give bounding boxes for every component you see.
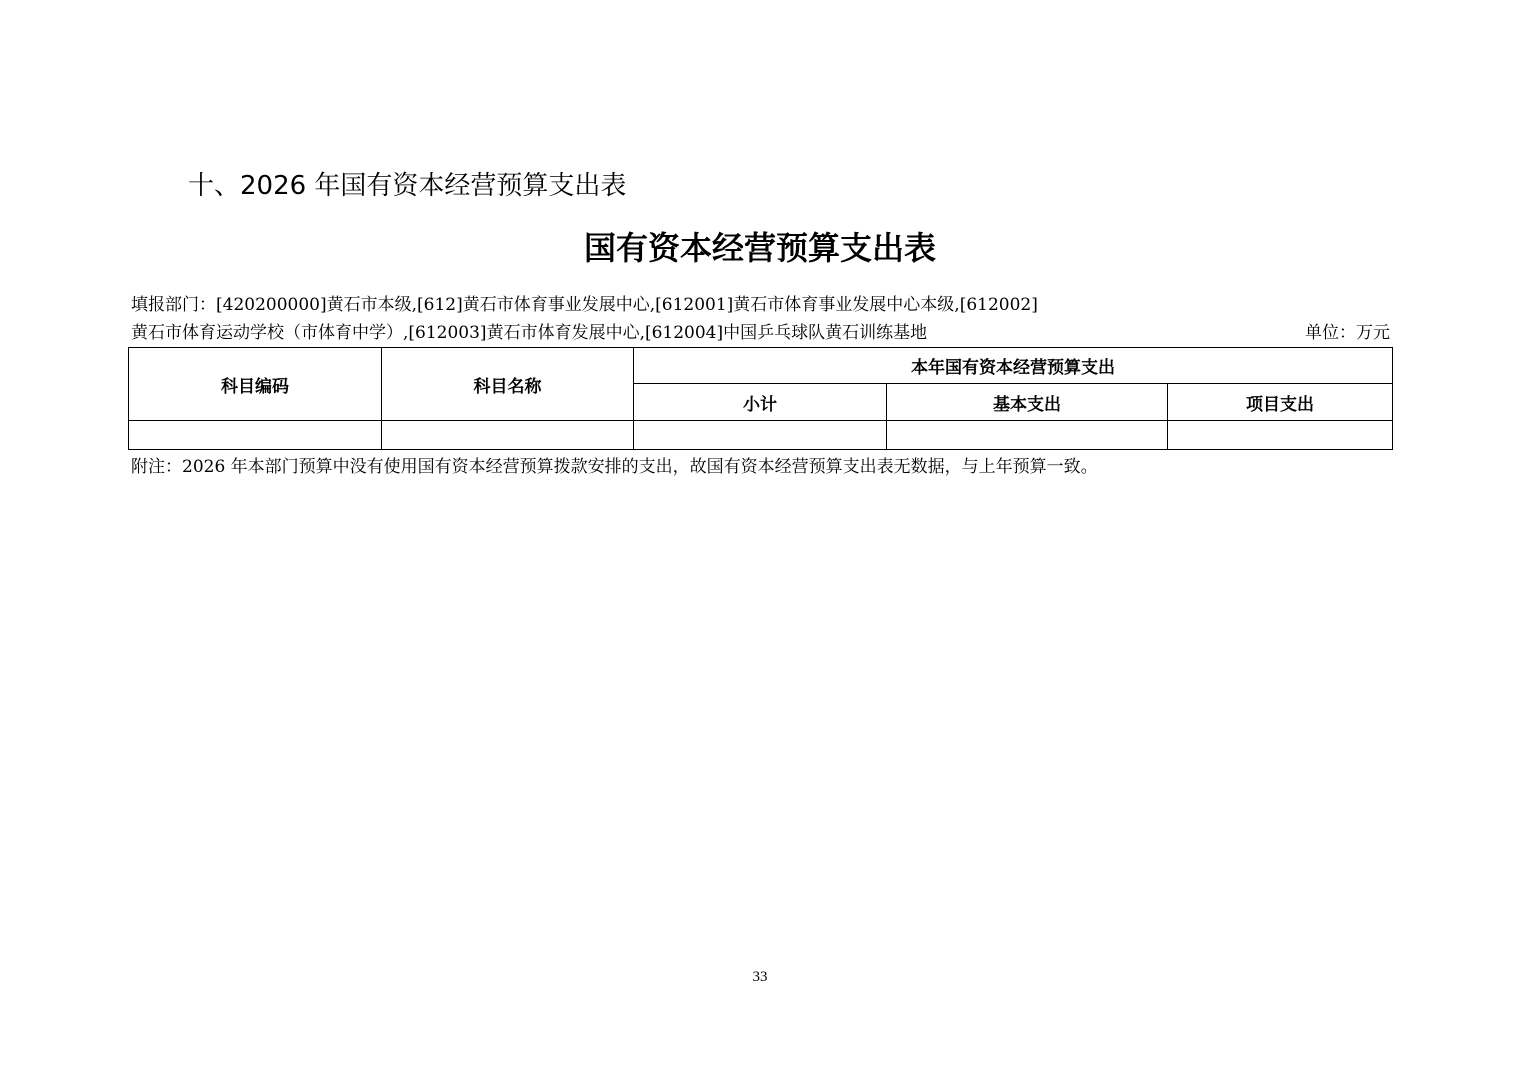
table-title: 国有资本经营预算支出表 (583, 229, 936, 267)
header-expenditure-group: 本年国有资本经营预算支出 (634, 348, 1393, 384)
header-subject-name: 科目名称 (382, 348, 634, 421)
cell-subtotal (634, 421, 887, 450)
cell-basic-expenditure (887, 421, 1168, 450)
cell-subject-code (129, 421, 382, 450)
header-subtotal: 小计 (634, 384, 887, 421)
unit-label: 单位：万元 (1305, 323, 1390, 343)
cell-subject-name (382, 421, 634, 450)
department-line-2: 黄石市体育运动学校（市体育中学）,[612003]黄石市体育发展中心,[612004]中国乒乓球队黄石训练基地 (131, 323, 928, 343)
cell-project-expenditure (1168, 421, 1393, 450)
budget-expenditure-table (128, 347, 1393, 450)
section-heading: 十、2026 年国有资本经营预算支出表 (188, 171, 627, 201)
header-project-expenditure: 项目支出 (1168, 384, 1393, 421)
department-line-1: 填报部门：[420200000]黄石市本级,[612]黄石市体育事业发展中心,[612001]黄石市体育事业发展中心本级,[612002] (131, 295, 1038, 315)
page-number: 33 (752, 969, 768, 985)
table-row (129, 421, 1393, 450)
header-subject-code: 科目编码 (129, 348, 382, 421)
header-basic-expenditure: 基本支出 (887, 384, 1168, 421)
footnote: 附注：2026 年本部门预算中没有使用国有资本经营预算拨款安排的支出，故国有资本经营预算支出表无数据，与上年预算一致。 (131, 457, 1098, 477)
